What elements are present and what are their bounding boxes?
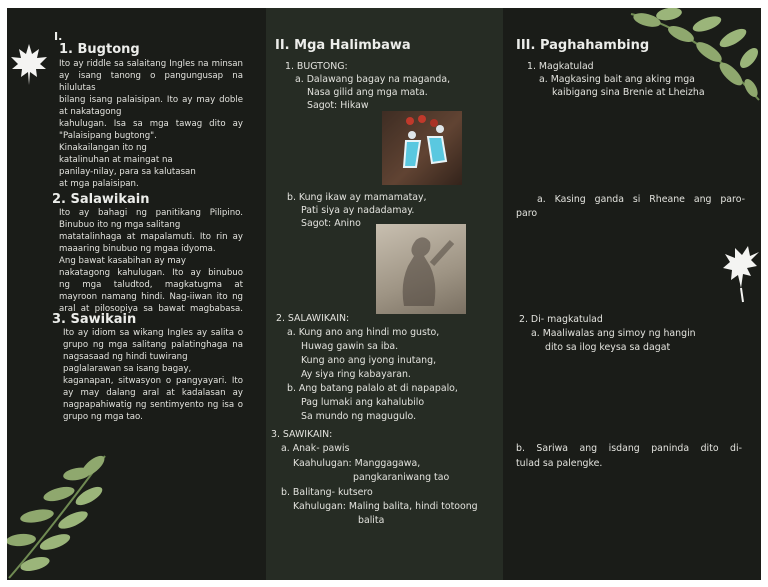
text-line: a. Maaliwalas ang simoy ng hangin — [531, 328, 696, 339]
text-line: Kinakailangan ito ng — [59, 143, 147, 153]
text-line: a. Kasing ganda si Rheane ang paro- — [537, 194, 745, 205]
text-line: Kahulugan: Maling balita, hindi totoong — [293, 501, 478, 512]
text-line: grupo ng mga tao. — [63, 412, 143, 422]
text-line: bilang isang palaisipan. Ito ay may doble — [59, 95, 243, 105]
text-line: Ang bawat kasabihan ay may — [59, 256, 187, 266]
heading-paghahambing: III. Paghahambing — [516, 38, 650, 53]
label-magkatulad: 1. Magkatulad — [527, 61, 594, 72]
text-line: Nasa gilid ang mga mata. — [307, 87, 428, 98]
maple-leaf-icon — [721, 244, 761, 304]
text-line: Binubuo ito ng mga salitang — [59, 220, 181, 230]
text-line: b. Sariwa ang isdang paninda dito di- — [516, 443, 742, 454]
text-line: matatalinhaga at mapalamuti. Ito rin ay — [59, 232, 243, 242]
maple-leaf-icon — [9, 42, 49, 86]
text-line: nagpapahiwatig ng sentimyento ng isa o — [63, 400, 243, 410]
text-line: ay may dalang aral at kadalasan ay — [63, 388, 243, 398]
label-salawikain: 2. SALAWIKAIN: — [276, 313, 350, 324]
text-line: kaganapan, sitwasyon o pangyayari. Ito — [63, 376, 243, 386]
section-roman-numeral: I. — [54, 30, 63, 43]
text-line: b. Kung ikaw ay mamamatay, — [287, 192, 427, 203]
text-line: Sagot: Hikaw — [307, 100, 369, 111]
text-line: Pati siya ay nadadamay. — [301, 205, 415, 216]
text-line: pangkaraniwang tao — [353, 472, 450, 483]
text-line: maaaring binubuo ng mgaa idyoma. — [59, 244, 216, 254]
text-line: paglalarawan sa isang bagay, — [63, 364, 192, 374]
text-line: balita — [358, 515, 385, 526]
text-line: Sagot: Anino — [301, 218, 361, 229]
panel-definitions — [7, 8, 266, 580]
text-line: a. Kung ano ang hindi mo gusto, — [287, 327, 440, 338]
text-line: grupo ng mga salitang palatinghaga na — [63, 340, 243, 350]
text-line: kahulugan. Isa sa mga tawag dito ay — [59, 119, 243, 129]
text-line: a. Anak- pawis — [281, 443, 350, 454]
heading-halimbawa: II. Mga Halimbawa — [275, 38, 411, 53]
text-line: ay isang tanong o pangungusap na — [59, 71, 243, 81]
shadow-photo — [376, 224, 466, 314]
text-line: tulad sa palengke. — [516, 458, 603, 469]
text-line: at nakatagong — [59, 107, 122, 117]
text-line: Sa mundo ng magugulo. — [301, 411, 417, 422]
heading-salawikain: 2. Salawikain — [52, 192, 150, 207]
text-line: ng mga taludtod, magkatugma at — [59, 280, 243, 290]
text-line: aral at pilosopiya sa bawat magbabasa. — [59, 304, 243, 314]
text-line: Huwag gawin sa iba. — [301, 341, 399, 352]
earrings-photo — [382, 111, 462, 185]
text-line: at mga palaisipan. — [59, 179, 139, 189]
text-line: panilay-nilay, para sa kalutasan — [59, 167, 196, 177]
leaf-branch-icon — [7, 444, 117, 580]
text-line: Kaahulugan: Manggagawa, — [293, 458, 421, 469]
text-line: Ito ay bahagi ng panitikang Pilipino. — [59, 208, 243, 218]
text-line: a. Magkasing bait ang aking mga — [539, 74, 695, 85]
text-line: dito sa ilog keysa sa dagat — [545, 342, 671, 353]
text-line: paro — [516, 208, 538, 219]
text-line: nakatagong kahulugan. Ito ay binubuo — [59, 268, 243, 278]
text-line: Pag lumaki ang kahalubilo — [301, 397, 425, 408]
label-di-magkatulad: 2. Di- magkatulad — [519, 314, 603, 325]
panel-examples — [266, 8, 503, 580]
text-line: Ito ay riddle sa salaitang Ingles na minsan — [59, 59, 243, 69]
text-line: b. Balitang- kutsero — [281, 487, 373, 498]
text-line: katalinuhan at maingat na — [59, 155, 173, 165]
text-line: kaibigang sina Brenie at Lheizha — [552, 87, 705, 98]
label-sawikain: 3. SAWIKAIN: — [271, 429, 333, 440]
text-line: b. Ang batang palalo at di napapalo, — [287, 383, 458, 394]
text-line: Ay siya ring kabayaran. — [301, 369, 411, 380]
brochure-page — [7, 8, 761, 580]
text-line: Kung ano ang iyong inutang, — [301, 355, 437, 366]
text-line: nagsasaad ng hindi tuwirang — [63, 352, 188, 362]
text-line: Ito ay idiom sa wikang Ingles ay salita o — [63, 328, 243, 338]
text-line: hilulutas — [59, 83, 96, 93]
heading-bugtong: 1. Bugtong — [59, 42, 140, 57]
heading-sawikain: 3. Sawikain — [52, 312, 137, 327]
text-line: mayroon namang hindi. Nag-iiwan ito ng — [59, 292, 243, 302]
panel-comparison — [503, 8, 761, 580]
text-line: a. Dalawang bagay na maganda, — [295, 74, 451, 85]
label-bugtong: 1. BUGTONG: — [285, 61, 348, 72]
text-line: "Palaisipang bugtong". — [59, 131, 157, 141]
